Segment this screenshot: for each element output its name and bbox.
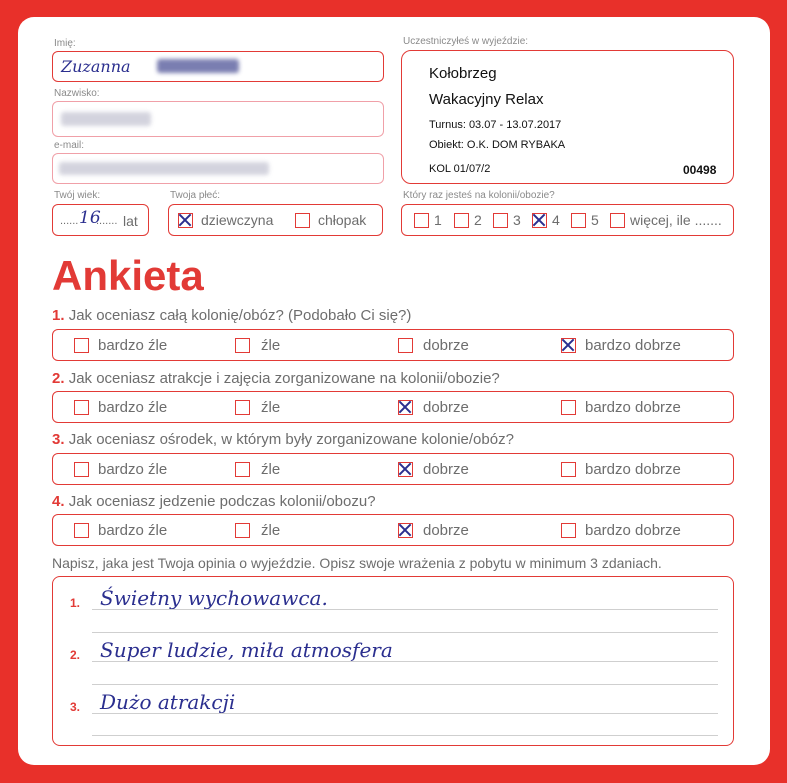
gender-girl-label: dziewczyna: [201, 212, 274, 228]
gender-label: Twoja płeć:: [170, 190, 221, 201]
answer-1-number: 1.: [70, 596, 81, 610]
gender-boy-label: chłopak: [318, 212, 367, 228]
opinion-prompt: Napisz, jaka jest Twoja opinia o wyjeździe. Opisz swoje wrażenia z pobytu w minimum 3 zdaniach.: [52, 555, 662, 571]
question-2: 2. Jak oceniasz atrakcje i zajęcia zorganizowane na kolonii/obozie?: [52, 370, 500, 387]
q2-zle-checkbox[interactable]: [235, 400, 250, 415]
trip-code: KOL 01/07/2: [429, 163, 491, 175]
q4-bardzo-dobrze-checkbox[interactable]: [561, 523, 576, 538]
q2-dobrze-checkbox[interactable]: [398, 400, 413, 415]
answer-line-2b: [92, 684, 718, 685]
q3-zle-checkbox[interactable]: [235, 462, 250, 477]
q2-zle-label: źle: [261, 399, 281, 416]
gender-field: [168, 204, 383, 236]
q3-bardzo-zle-checkbox[interactable]: [74, 462, 89, 477]
count-1-label: 1: [434, 212, 442, 228]
count-2-checkbox[interactable]: [454, 213, 469, 228]
question-3: 3. Jak oceniasz ośrodek, w którym były zorganizowane kolonie/obóz?: [52, 431, 514, 448]
answer-3-text: Dużo atrakcji: [100, 690, 236, 714]
q1-bardzo-dobrze-checkbox[interactable]: [561, 338, 576, 353]
count-4-checkbox[interactable]: [532, 213, 547, 228]
answer-line-3a: [92, 713, 718, 714]
q1-bardzo-dobrze-label: bardzo dobrze: [585, 337, 681, 354]
count-5-checkbox[interactable]: [571, 213, 586, 228]
q3-dobrze-label: dobrze: [423, 461, 469, 478]
name-label: Imię:: [54, 38, 76, 49]
q4-dobrze-label: dobrze: [423, 522, 469, 539]
q4-dobrze-checkbox[interactable]: [398, 523, 413, 538]
question-1: 1. Jak oceniasz całą kolonię/obóz? (Podobało Ci się?): [52, 307, 412, 324]
redacted-surname: [61, 112, 151, 126]
question-2-options: [52, 391, 734, 423]
email-field[interactable]: [52, 153, 384, 184]
count-5-label: 5: [591, 212, 599, 228]
count-1-checkbox[interactable]: [414, 213, 429, 228]
q4-bardzo-zle-checkbox[interactable]: [74, 523, 89, 538]
answer-line-2a: [92, 661, 718, 662]
answer-2-text: Super ludzie, miła atmosfera: [100, 638, 393, 662]
q1-dobrze-checkbox[interactable]: [398, 338, 413, 353]
q3-zle-label: źle: [261, 461, 281, 478]
q4-bardzo-dobrze-label: bardzo dobrze: [585, 522, 681, 539]
question-4-options: [52, 514, 734, 546]
q4-zle-checkbox[interactable]: [235, 523, 250, 538]
answer-line-1a: [92, 609, 718, 610]
name-value: Zuzanna: [61, 57, 131, 76]
trip-obiekt: Obiekt: O.K. DOM RYBAKA: [429, 139, 566, 151]
answer-1-text: Świetny wychowawca.: [100, 586, 328, 610]
redacted-surname-handwriting: [157, 59, 239, 73]
trip-turnus: Turnus: 03.07 - 13.07.2017: [429, 119, 562, 131]
count-field: [401, 204, 734, 236]
count-more-label: więcej, ile .......: [630, 212, 722, 228]
age-dots-before: ......: [60, 215, 79, 227]
q2-bardzo-dobrze-label: bardzo dobrze: [585, 399, 681, 416]
q1-bardzo-zle-checkbox[interactable]: [74, 338, 89, 353]
age-field[interactable]: [52, 204, 149, 236]
answer-3-number: 3.: [70, 700, 81, 714]
age-dots-after: .......: [96, 215, 118, 227]
answer-line-3b: [92, 735, 718, 736]
q1-zle-checkbox[interactable]: [235, 338, 250, 353]
surname-field[interactable]: [52, 101, 384, 137]
q2-bardzo-zle-checkbox[interactable]: [74, 400, 89, 415]
email-label: e-mail:: [54, 140, 85, 151]
q4-bardzo-zle-label: bardzo źle: [98, 522, 168, 539]
surname-label: Nazwisko:: [54, 88, 100, 99]
q3-bardzo-dobrze-label: bardzo dobrze: [585, 461, 681, 478]
survey-title: Ankieta: [52, 252, 204, 299]
age-label: Twój wiek:: [54, 190, 101, 201]
q2-bardzo-zle-label: bardzo źle: [98, 399, 168, 416]
q1-dobrze-label: dobrze: [423, 337, 469, 354]
q2-bardzo-dobrze-checkbox[interactable]: [561, 400, 576, 415]
gender-boy-checkbox[interactable]: [295, 213, 310, 228]
q3-dobrze-checkbox[interactable]: [398, 462, 413, 477]
count-more-checkbox[interactable]: [610, 213, 625, 228]
question-1-options: [52, 329, 734, 361]
q3-bardzo-dobrze-checkbox[interactable]: [561, 462, 576, 477]
count-4-label: 4: [552, 212, 560, 228]
count-2-label: 2: [474, 212, 482, 228]
q1-bardzo-zle-label: bardzo źle: [98, 337, 168, 354]
count-label: Który raz jesteś na kolonii/obozie?: [403, 190, 555, 201]
participant-label: Uczestniczyłeś w wyjeździe:: [403, 36, 529, 47]
count-3-checkbox[interactable]: [493, 213, 508, 228]
redacted-email: [59, 162, 269, 175]
trip-city: Kołobrzeg: [429, 65, 497, 82]
age-unit: lat: [123, 213, 138, 229]
count-3-label: 3: [513, 212, 521, 228]
answer-2-number: 2.: [70, 648, 81, 662]
question-3-options: [52, 453, 734, 485]
q2-dobrze-label: dobrze: [423, 399, 469, 416]
name-field[interactable]: [52, 51, 384, 82]
trip-card: [401, 50, 734, 184]
answer-line-1b: [92, 632, 718, 633]
question-4: 4. Jak oceniasz jedzenie podczas kolonii/obozu?: [52, 493, 376, 510]
q3-bardzo-zle-label: bardzo źle: [98, 461, 168, 478]
trip-program: Wakacyjny Relax: [429, 91, 544, 108]
trip-number: 00498: [683, 163, 717, 177]
q1-zle-label: źle: [261, 337, 281, 354]
q4-zle-label: źle: [261, 522, 281, 539]
gender-girl-checkbox[interactable]: [178, 213, 193, 228]
age-value: 16: [79, 208, 101, 228]
